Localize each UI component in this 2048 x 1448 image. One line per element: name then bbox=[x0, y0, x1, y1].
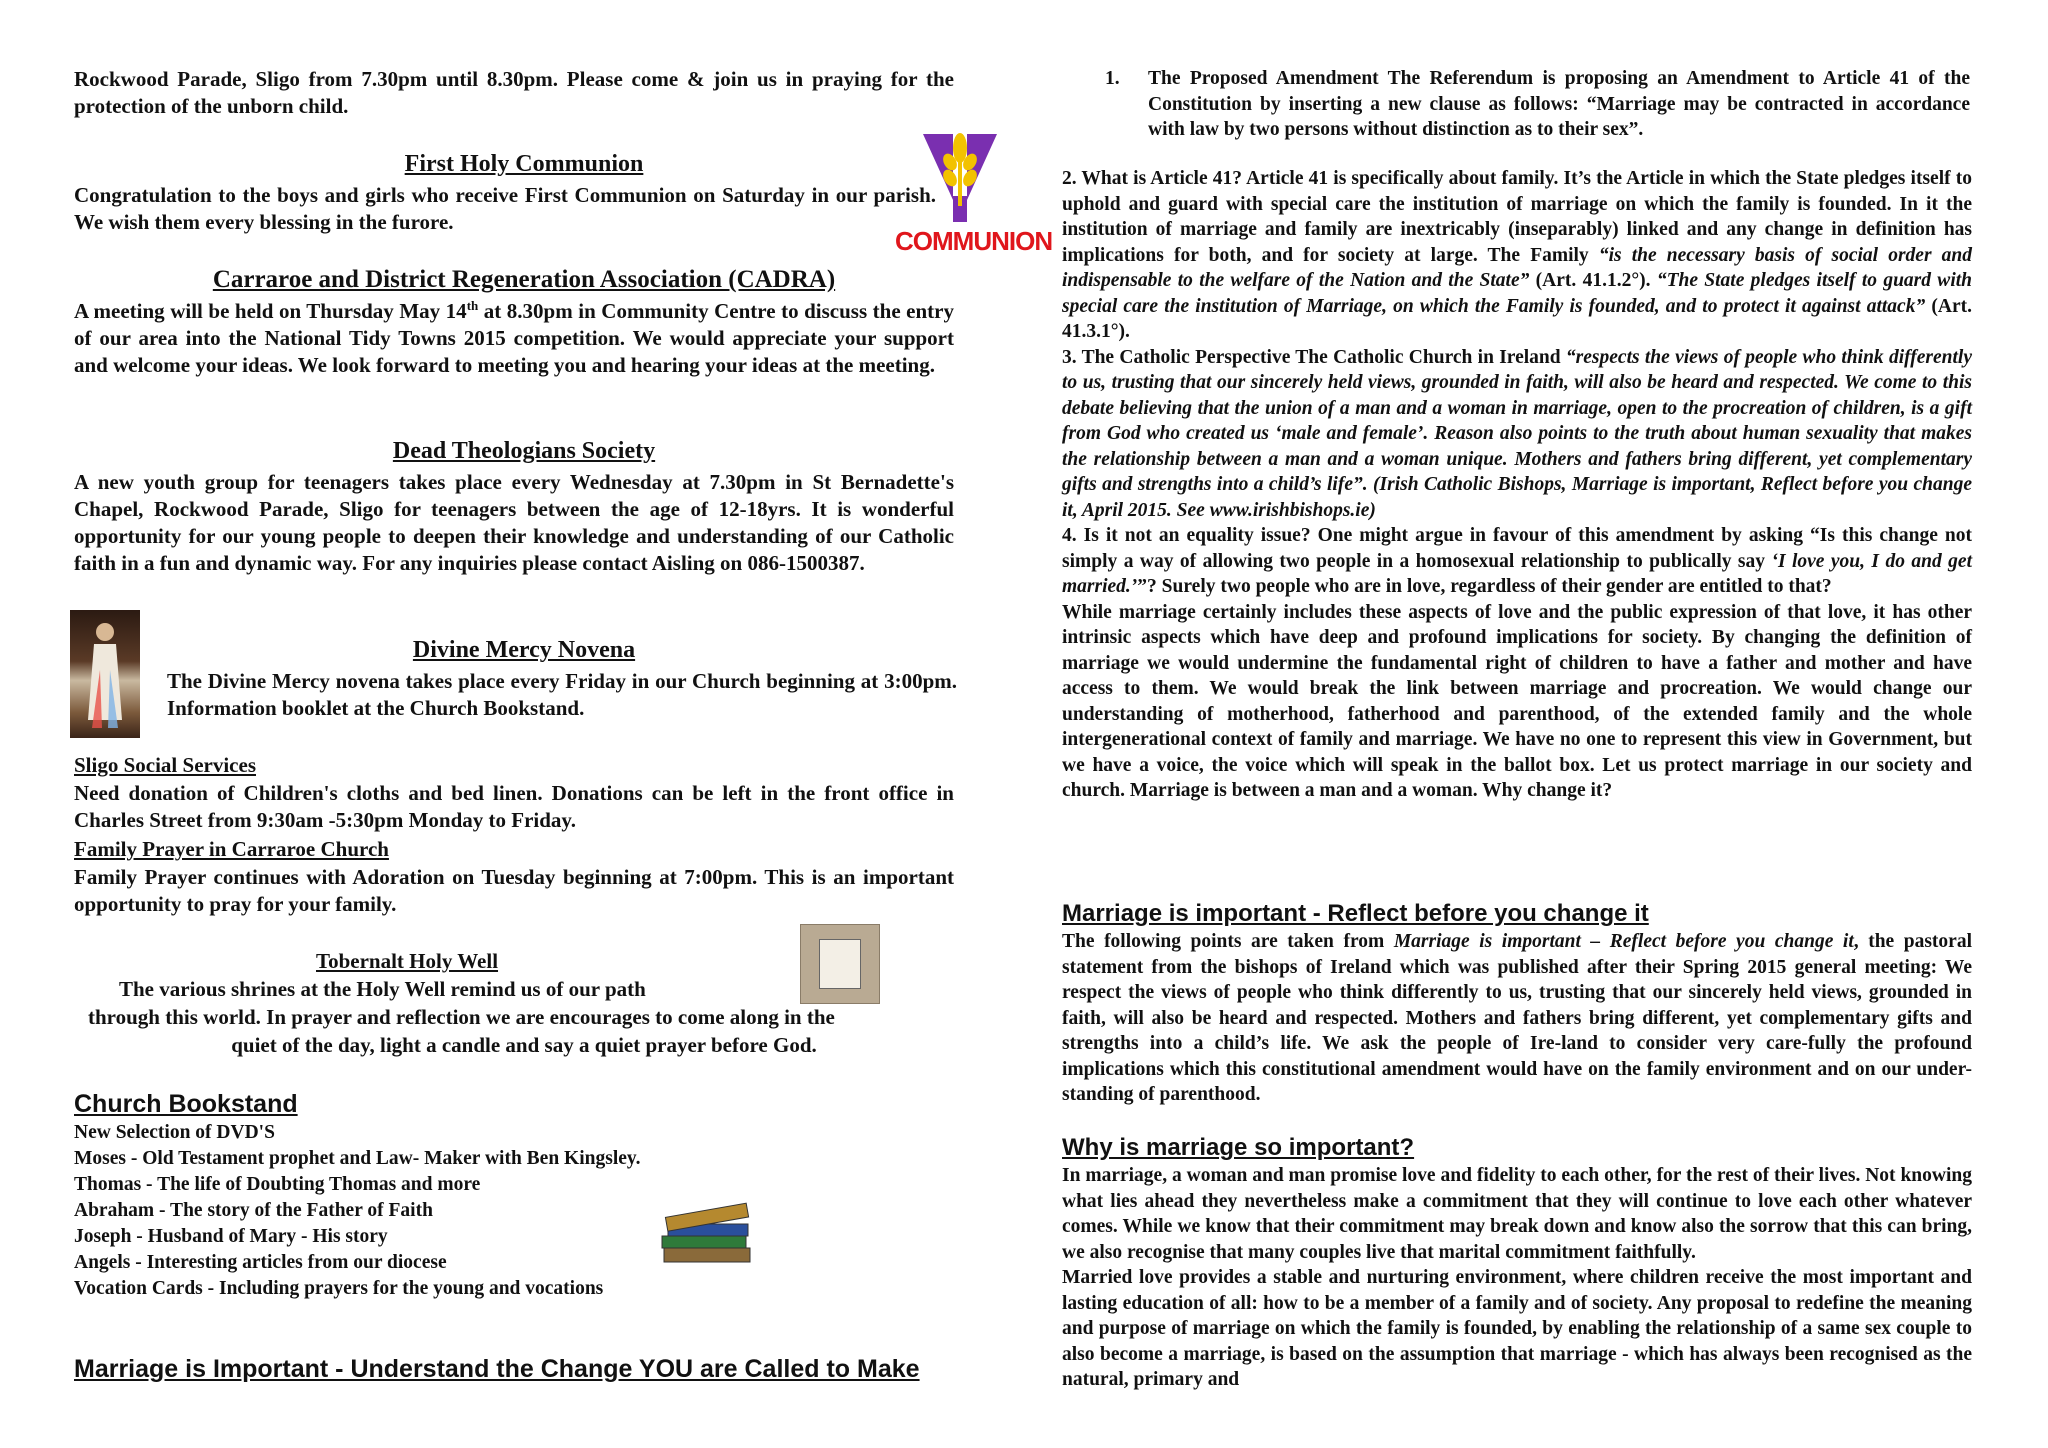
communion-logo bbox=[895, 126, 1053, 258]
reflect-heading: Marriage is important - Reflect before you change it bbox=[1062, 900, 1649, 927]
why-body: In marriage, a woman and man promise love and fidelity to each other, for the rest of their lives. Not knowing what lies ahead they nevertheless make a commitment that they will continue to love each other whatever comes. While we know that their commitment may break down and know also the sorrow that this can bring, we also recognise that many couples live that marital commitment faithfully. Married love provides a stable and nurturing environment, where children receive the most important and lasting education of all: how to be a member of a family and of society. Any proposal to redefine the meaning and purpose of marriage on which the family is founded, by enabling the relationship of a same sex couple to also become a marriage, is based on the assumption that marriage - which has always been recognised as the natural, primary and bbox=[1062, 1165, 1972, 1390]
bookstand-item: Joseph - Husband of Mary - His story bbox=[74, 1226, 388, 1247]
divine-mercy-figure-icon bbox=[70, 610, 140, 738]
dts-body: A new youth group for teenagers takes place every Wednesday at 7.30pm in St Bernadette's Chapel, Rockwood Parade, Sligo for teenagers between the age of 12-18yrs. It is wonderful opportunity for our young people to deepen their knowledge and understanding of our Catholic faith in a fun and dynamic way. For any inquiries please contact Aisling on 086-1500387. bbox=[74, 470, 954, 575]
bookstand-item: Moses - Old Testament prophet and Law- Maker with Ben Kingsley. bbox=[74, 1148, 641, 1169]
prayer-body: Family Prayer continues with Adoration on Tuesday beginning at 7:00pm. This is an important opportunity to pray for your family. bbox=[74, 865, 954, 916]
holy-well-sign-image bbox=[800, 924, 880, 1004]
mercy-heading: Divine Mercy Novena bbox=[412, 637, 636, 663]
well-line-1: The various shrines at the Holy Well remind us of our path bbox=[119, 977, 646, 1001]
bookstand-item: Angels - Interesting articles from our diocese bbox=[74, 1252, 447, 1273]
p1-number: 1. bbox=[1105, 68, 1120, 89]
prayer-heading: Family Prayer in Carraroe Church bbox=[74, 837, 389, 861]
social-body: Need donation of Children's cloths and bed linen. Donations can be left in the front office in Charles Street from 9:30am -5:30pm Monday to Friday. bbox=[74, 781, 954, 832]
why-heading: Why is marriage so important? bbox=[1062, 1134, 1415, 1161]
mercy-body: The Divine Mercy novena takes place every Friday in our Church beginning at 3:00pm. Information booklet at the Church Bookstand. bbox=[167, 669, 957, 720]
communion-logo-text: COMMUNION bbox=[895, 226, 1053, 256]
books-image bbox=[658, 1200, 758, 1270]
marriage-change-heading: Marriage is Important - Understand the Change YOU are Called to Make bbox=[74, 1355, 920, 1383]
bookstand-item: Thomas - The life of Doubting Thomas and more bbox=[74, 1174, 481, 1195]
bookstand-heading: Church Bookstand bbox=[74, 1090, 298, 1118]
sign-board-icon bbox=[819, 939, 861, 989]
reflect-body: The following points are taken from Marriage is important – Reflect before you change it, the pastoral statement from the bishops of Ireland which was published after their Spring 2015 general meeting: We respect the views of people who think differently to us, trusting that our sincerely held views, grounded in faith, will also be heard and respected. Mothers and fathers bring different, yet complementary gifts and strengths into a child’s life. We ask the people of Ire-land to consider very care-fully the profound implications which this constitutional amendment would have on the family environment and on our under-standing of parenthood. bbox=[1062, 931, 1972, 1105]
bookstand-item: Vocation Cards - Including prayers for the young and vocations bbox=[74, 1278, 604, 1299]
social-heading: Sligo Social Services bbox=[74, 753, 256, 777]
cadra-heading: Carraroe and District Regeneration Association (CADRA) bbox=[212, 266, 836, 293]
well-line-3: quiet of the day, light a candle and say a quiet prayer before God. bbox=[231, 1033, 817, 1057]
article-41-paragraph: 2. What is Article 41? Article 41 is specifically about family. It’s the Article in which the State pledges itself to uphold and guard with special care the institution of marriage on which the family is founded. In it the institution of marriage and family are inextricably (inseparably) linked and any change in definition has implications for both, and for society at large. The Family “is the necessary basis of social order and indispensable to the welfare of the Nation and the State” (Art. 41.1.2°). “The State pledges itself to guard with special care the institution of Marriage, on which the Family is founded, and to protect it against attack” (Art. 41.3.1°). 3. The Catholic Perspective The Catholic Church in Ireland “respects the views of people who think differently to us, trusting that our sincerely held views, grounded in faith, will also be heard and respected. We come to this debate believing that the union of a man and a woman in marriage, open to the procreation of children, is a gift from God who created us ‘male and female’. Reason also points to the truth about human sexuality that makes the relationship between a man and a woman unique. Mothers and fathers bring different, yet complementary gifts and strengths into a child’s life”. (Irish Catholic Bishops, Marriage is important, Reflect before you change it, April 2015. See www.irishbishops.ie) 4. Is it not an equality issue? One might argue in favour of this amendment by asking “Is this change not simply a way of allowing two people in a homosexual relationship to publically say ‘I love you, I do and get married.’”? Surely two people who are in love, regardless of their gender are entitled to that? While marriage certainly includes these aspects of love and the public expression of that love, it has other intrinsic aspects which have deep and profound implications for society. By changing the definition of marriage we would undermine the fundamental right of children to have a father and mother and have access to them. We would break the link between marriage and procreation. We would change our understanding of motherhood, fatherhood and parenthood, of the extended family and the whole intergenerational context of family and marriage. We have no one to represent this view in Government, but we have a voice, the voice which will speak in the ballot box. Let us protect marriage in our society and church. Marriage is between a man and a woman. Why change it? bbox=[1062, 168, 1973, 801]
communion-heading: First Holy Communion bbox=[404, 151, 644, 177]
dts-heading: Dead Theologians Society bbox=[392, 438, 656, 464]
communion-body: Congratulation to the boys and girls who receive First Communion on Saturday in our parish. We wish them every blessing in the furore. bbox=[74, 183, 936, 234]
bookstand-item: New Selection of DVD'S bbox=[74, 1122, 275, 1143]
intro-text: Rockwood Parade, Sligo from 7.30pm until 8.30pm. Please come & join us in praying for the protection of the unborn child. bbox=[74, 67, 954, 118]
books-stack-icon bbox=[658, 1200, 758, 1270]
cadra-body: A meeting will be held on Thursday May 14th at 8.30pm in Community Centre to discuss the entry of our area into the National Tidy Towns 2015 competition. We would appreciate your support and welcome your ideas. We look forward to meeting you and hearing your ideas at the meeting. bbox=[74, 298, 954, 377]
well-line-2: through this world. In prayer and reflection we are encourages to come along in the bbox=[88, 1005, 835, 1029]
bookstand-item: Abraham - The story of the Father of Faith bbox=[74, 1200, 433, 1221]
well-heading: Tobernalt Holy Well bbox=[316, 949, 499, 973]
divine-mercy-image bbox=[70, 610, 140, 738]
amendment-paragraph: The Proposed Amendment The Referendum is proposing an Amendment to Article 41 of the Constitution by inserting a new clause as follows: “Marriage may be contracted in accordance with law by two persons without distinction as to their sex”. bbox=[1148, 68, 1970, 140]
